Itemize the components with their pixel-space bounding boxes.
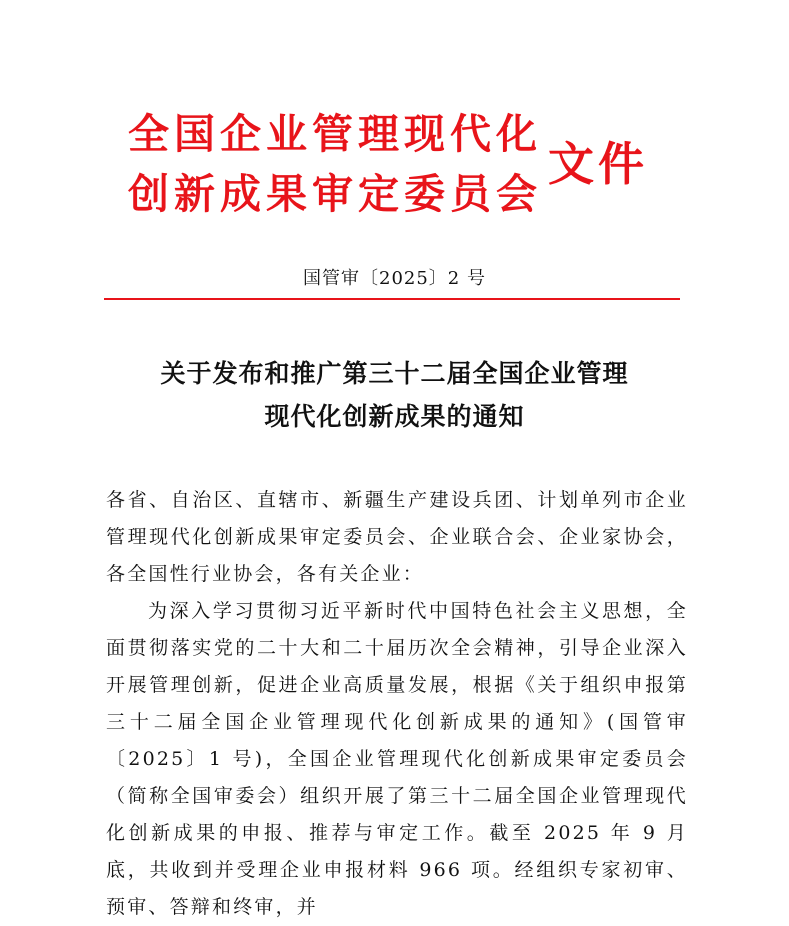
notice-title (0, 352, 789, 438)
salutation: 各省、自治区、直辖市、新疆生产建设兵团、计划单列市企业管理现代化创新成果审定委员会、企业联合会、企业家协会，各全国性行业协会，各有关企业： (106, 489, 688, 585)
red-divider (104, 298, 680, 300)
notice-title-line-2: 现代化创新成果的通知 (264, 402, 525, 431)
issuer-name-line-1: 全国企业管理现代化 (128, 110, 542, 158)
document-number: 国管审〔2025〕2 号 (303, 268, 486, 289)
document-word: 文件 (548, 137, 648, 191)
issuer-name-line-2: 创新成果审定委员会 (128, 170, 542, 218)
notice-body (106, 482, 688, 926)
notice-title-line-1: 关于发布和推广第三十二届全国企业管理 (160, 359, 629, 388)
issuer-name (128, 104, 542, 224)
body-paragraph: 为深入学习贯彻习近平新时代中国特色社会主义思想，全面贯彻落实党的二十大和二十届历次全会精神，引导企业深入开展管理创新，促进企业高质量发展，根据《关于组织申报第三十二届全国企业管理现代化创新成果的通知》(国管审〔2025〕1 号)，全国企业管理现代化创新成果审定委员会（简称全国审委会）组织开展了第三十二届全国企业管理现代化创新成果的申报、推荐与审定工作。截至 2025 年 9 月底，共收到并受理企业申报材料 966 项。经组织专家初审、预审、答辩和终审，并 (106, 600, 688, 918)
